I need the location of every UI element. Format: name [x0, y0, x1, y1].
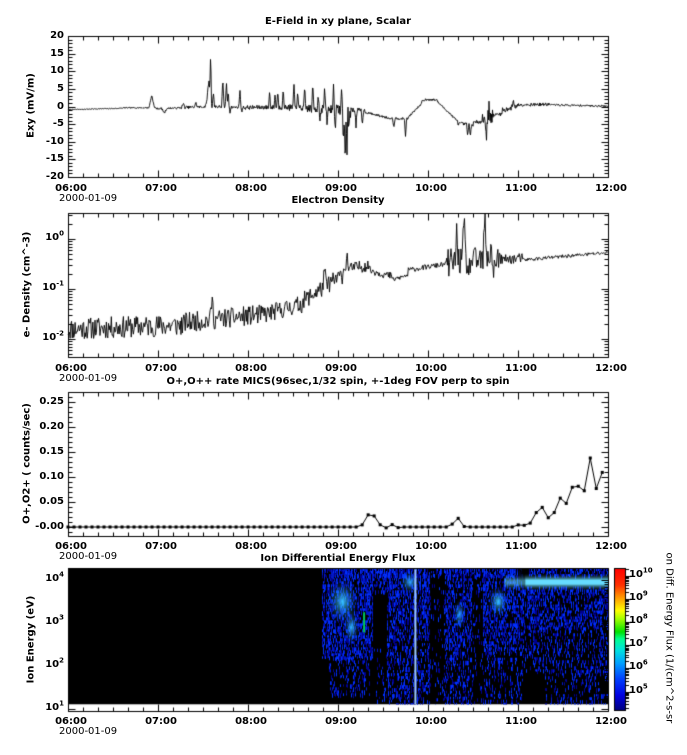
- y-tick-label: $10^3$: [45, 613, 64, 627]
- y-tick-label: -5: [52, 118, 64, 130]
- y-tick-label: $10^{-1}$: [42, 279, 64, 293]
- x-tick-label: 06:00: [55, 541, 87, 552]
- y-tick-label: 0: [57, 100, 64, 112]
- panel1-y-axis-label: Exy (mV/m): [25, 73, 37, 138]
- colorbar-tick-label: $10^9$: [629, 589, 648, 604]
- x-tick-label: 09:00: [325, 183, 357, 194]
- x-tick-label: 08:00: [235, 183, 267, 194]
- panel1-date-label: 2000-01-09: [59, 193, 118, 204]
- y-tick-label: $10^2$: [45, 656, 64, 670]
- panel3-y-axis-label: O+,O2+ ( counts/sec): [21, 403, 33, 524]
- y-tick-label: $10^0$: [45, 229, 64, 243]
- x-tick-label: 11:00: [505, 183, 537, 194]
- panel3-date-label: 2000-01-09: [59, 551, 118, 562]
- colorbar-axis-label: on Diff. Energy Flux (1/(cm^2-s-sr: [663, 552, 675, 724]
- colorbar-tick-label: $10^7$: [629, 636, 648, 650]
- x-tick-label: 06:00: [55, 363, 87, 374]
- colorbar-tick-label: $10^6$: [629, 659, 648, 673]
- x-tick-label: 06:00: [55, 183, 87, 194]
- x-tick-label: 12:00: [595, 183, 627, 194]
- x-tick-label: 07:00: [145, 716, 177, 727]
- panel4-y-axis-label: Ion Energy (eV): [25, 595, 37, 684]
- y-tick-label: 0.20: [39, 421, 64, 432]
- y-tick-label: 20: [50, 30, 64, 41]
- x-tick-label: 07:00: [145, 541, 177, 552]
- y-tick-label: 15: [50, 47, 64, 59]
- x-tick-label: 08:00: [235, 363, 267, 374]
- y-tick-label: 10: [50, 65, 64, 77]
- panel1-title: E-Field in xy plane, Scalar: [264, 16, 412, 27]
- panel2-y-axis-label: e- Density (cm^-3): [21, 231, 33, 338]
- y-tick-label: -10: [45, 135, 64, 147]
- x-tick-label: 10:00: [415, 716, 447, 727]
- x-tick-label: 07:00: [145, 363, 177, 374]
- x-tick-label: 12:00: [595, 363, 627, 374]
- panel4-title: Ion Differential Energy Flux: [260, 553, 416, 564]
- y-tick-label: $10^{-2}$: [42, 329, 64, 343]
- x-tick-label: 09:00: [325, 716, 357, 727]
- x-tick-label: 11:00: [505, 716, 537, 727]
- x-tick-label: 12:00: [595, 541, 627, 552]
- x-tick-label: 12:00: [595, 716, 627, 727]
- x-tick-label: 10:00: [415, 541, 447, 552]
- panel3-title: O+,O++ rate MICS(96sec,1/32 spin, +-1deg FOV perp to spin: [166, 376, 510, 387]
- y-tick-label: 0.15: [39, 446, 64, 457]
- y-tick-label: -20: [45, 171, 64, 182]
- y-tick-label: 0.10: [39, 471, 64, 482]
- y-tick-label: -15: [45, 153, 64, 165]
- panel2-date-label: 2000-01-09: [59, 373, 118, 384]
- x-tick-label: 11:00: [505, 363, 537, 374]
- x-tick-label: 07:00: [145, 183, 177, 194]
- colorbar-tick-label: $10^5$: [629, 682, 648, 696]
- y-tick-label: 5: [57, 82, 64, 94]
- panel2-title: Electron Density: [291, 195, 385, 206]
- x-tick-label: 11:00: [505, 541, 537, 552]
- y-tick-label: -0.00: [35, 521, 64, 532]
- x-tick-label: 08:00: [235, 541, 267, 552]
- x-tick-label: 06:00: [55, 716, 87, 727]
- colorbar-tick-label: $10^8$: [629, 612, 648, 627]
- x-tick-label: 10:00: [415, 363, 447, 374]
- x-tick-label: 08:00: [235, 716, 267, 727]
- colorbar-tick-label: $10^{10}$: [629, 566, 653, 581]
- y-tick-label: 0.05: [39, 496, 64, 507]
- y-tick-label: 0.25: [39, 396, 64, 407]
- x-tick-label: 10:00: [415, 183, 447, 194]
- y-tick-label: $10^1$: [45, 699, 64, 713]
- panel4-date-label: 2000-01-09: [59, 726, 118, 737]
- x-tick-label: 09:00: [325, 363, 357, 374]
- y-tick-label: $10^4$: [45, 570, 64, 585]
- x-tick-label: 09:00: [325, 541, 357, 552]
